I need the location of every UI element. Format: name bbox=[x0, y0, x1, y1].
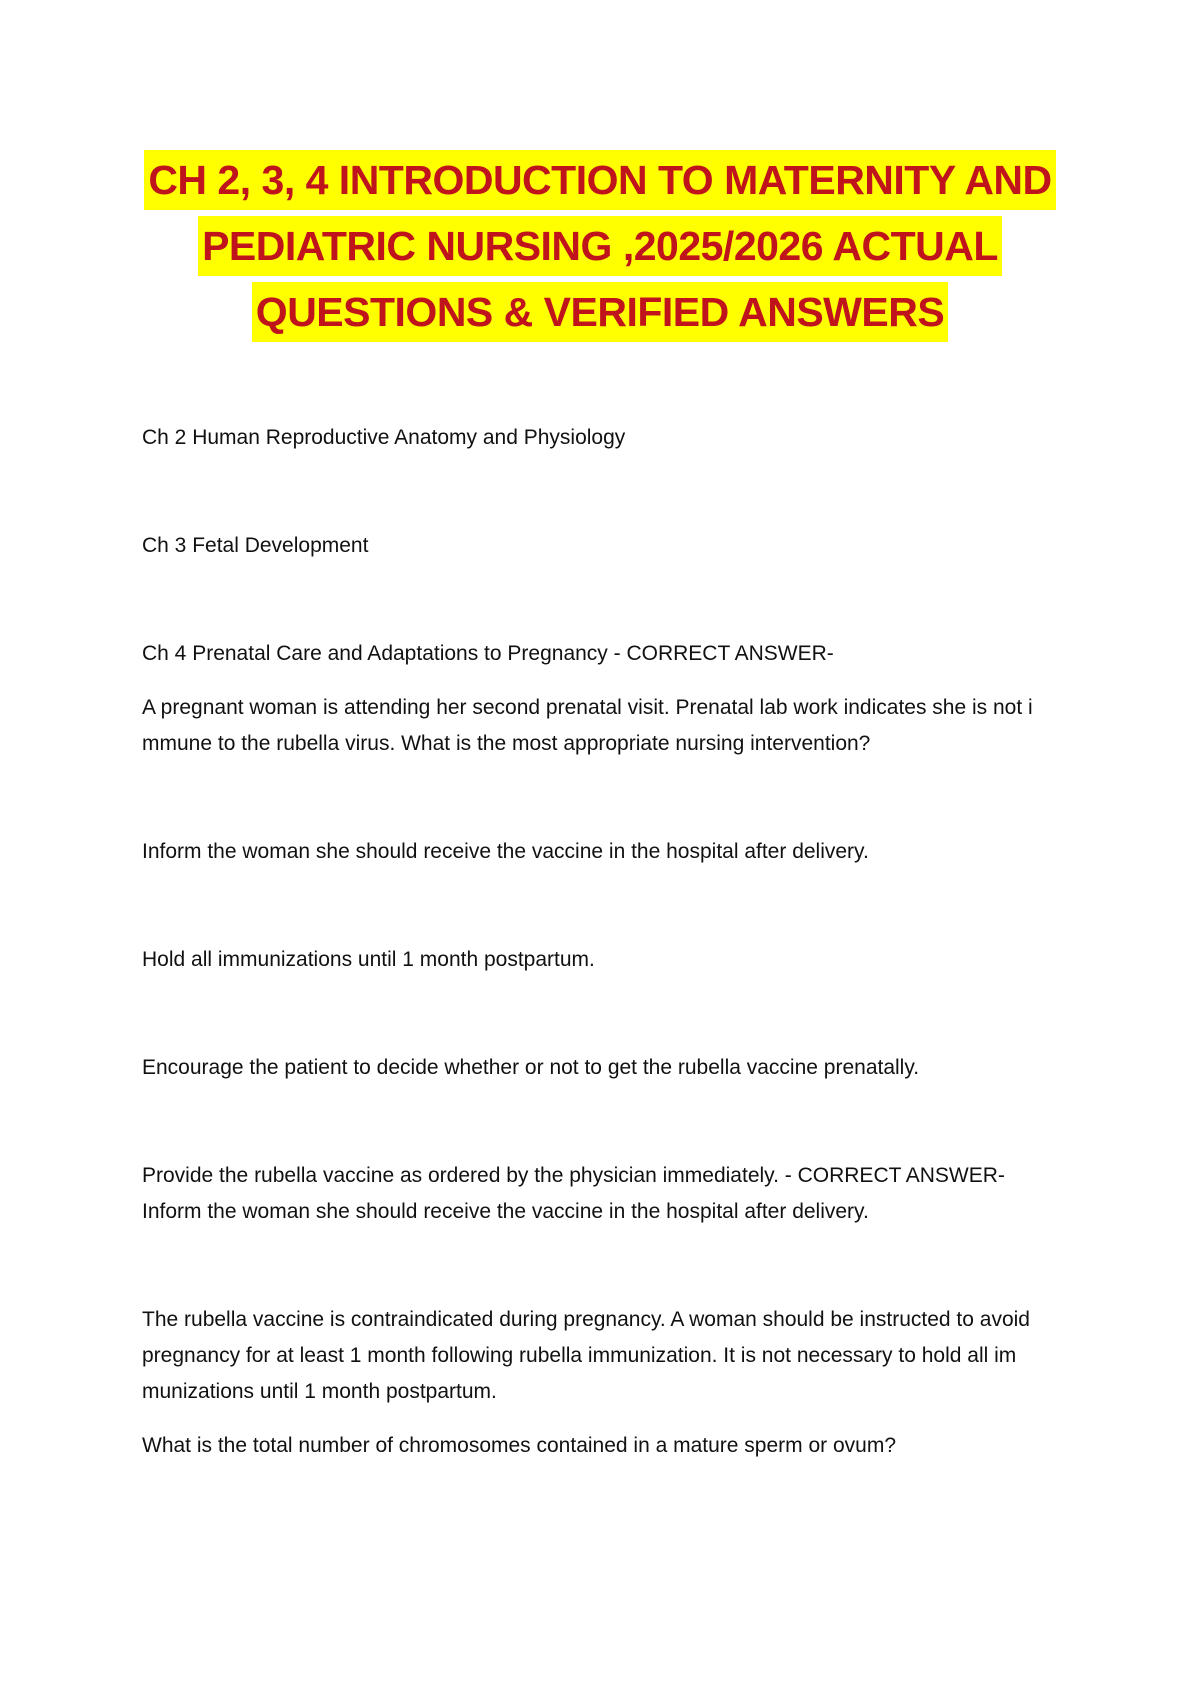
question-2: What is the total number of chromosomes contained in a mature sperm or ovum? bbox=[142, 1434, 897, 1457]
rationale-line-1: The rubella vaccine is contraindicated during pregnancy. A woman should be instructed to avoid bbox=[142, 1308, 1030, 1331]
title-line-1: CH 2, 3, 4 INTRODUCTION TO MATERNITY AND bbox=[144, 150, 1055, 210]
option-3: Encourage the patient to decide whether or not to get the rubella vaccine prenatally. bbox=[142, 1056, 920, 1079]
question-1-line-2: mmune to the rubella virus. What is the most appropriate nursing intervention? bbox=[142, 732, 871, 755]
question-1-line-1: A pregnant woman is attending her second prenatal visit. Prenatal lab work indicates she is not i bbox=[142, 696, 1033, 719]
option-4-line-1: Provide the rubella vaccine as ordered by the physician immediately. - CORRECT ANSWER- bbox=[142, 1164, 1005, 1187]
chapter-3-heading: Ch 3 Fetal Development bbox=[142, 534, 369, 557]
rationale-line-3: munizations until 1 month postpartum. bbox=[142, 1380, 497, 1403]
rationale bbox=[142, 1302, 1062, 1410]
title-line-3: QUESTIONS & VERIFIED ANSWERS bbox=[252, 282, 948, 342]
option-4-with-answer bbox=[142, 1158, 1062, 1230]
option-4-line-2: Inform the woman she should receive the vaccine in the hospital after delivery. bbox=[142, 1200, 869, 1223]
option-2: Hold all immunizations until 1 month postpartum. bbox=[142, 948, 595, 971]
chapter-2-heading: Ch 2 Human Reproductive Anatomy and Physiology bbox=[142, 426, 626, 449]
rationale-line-2: pregnancy for at least 1 month following rubella immunization. It is not necessary to hold all im bbox=[142, 1344, 1017, 1367]
question-1 bbox=[142, 690, 1062, 762]
document-body bbox=[142, 420, 1062, 1464]
chapter-4-heading: Ch 4 Prenatal Care and Adaptations to Pregnancy - CORRECT ANSWER- bbox=[142, 642, 834, 665]
option-1: Inform the woman she should receive the vaccine in the hospital after delivery. bbox=[142, 840, 869, 863]
title-line-2: PEDIATRIC NURSING ,2025/2026 ACTUAL bbox=[198, 216, 1002, 276]
document-title bbox=[0, 150, 1200, 348]
